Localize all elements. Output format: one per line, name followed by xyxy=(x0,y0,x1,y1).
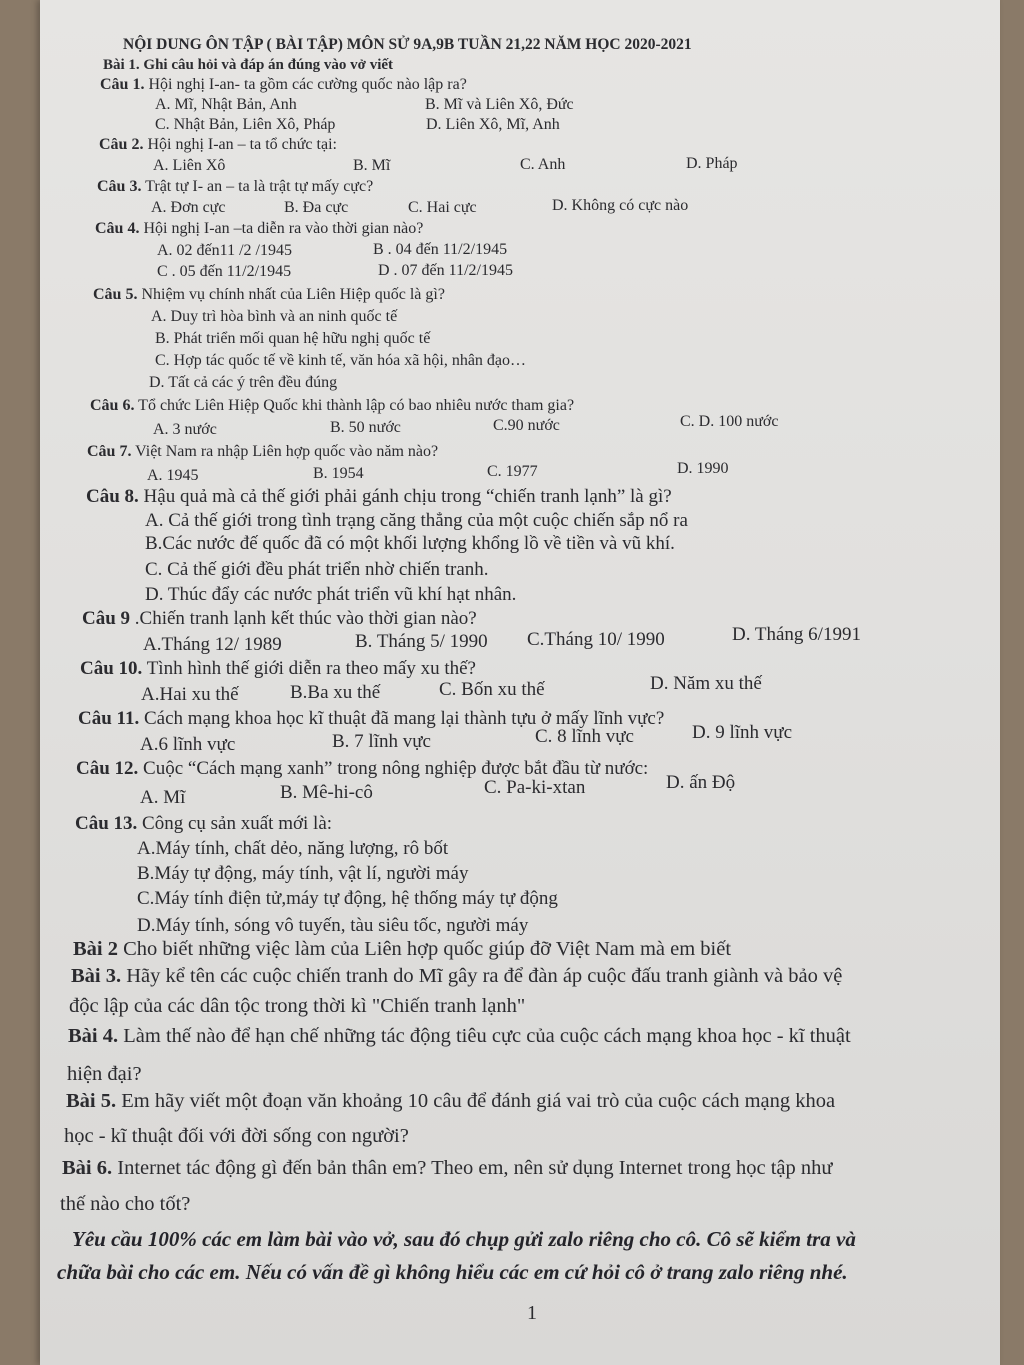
exercise-text: Cho biết những việc làm của Liên hợp quốc giúp đỡ Việt Nam mà em biết xyxy=(118,938,732,960)
question-text: Nhiệm vụ chính nhất của Liên Hiệp quốc là gì? xyxy=(137,286,445,303)
section-heading: Bài 1. Ghi câu hỏi và đáp án đúng vào vở viết xyxy=(103,57,394,73)
exercise-text: Em hãy viết một đoạn văn khoảng 10 câu để đánh giá vai trò của cuộc cách mạng khoa xyxy=(116,1090,836,1112)
option-d: D. Năm xu thế xyxy=(650,673,762,694)
exercise-3-continued: độc lập của các dân tộc trong thời kì "Chiến tranh lạnh" xyxy=(69,995,526,1017)
option-d: D. Pháp xyxy=(686,155,738,172)
option-a: A. 1945 xyxy=(147,467,199,484)
option-a: A. 3 nước xyxy=(153,421,217,438)
teacher-note-line-2: chữa bài cho các em. Nếu có vấn đề gì không hiểu các em cứ hỏi cô ở trang zalo riêng nhé. xyxy=(57,1260,848,1284)
question-text: Tình hình thế giới diễn ra theo mấy xu thế? xyxy=(142,658,476,679)
question-4 xyxy=(95,220,423,238)
question-6 xyxy=(90,397,574,415)
question-label: Câu 4. xyxy=(95,220,140,237)
option-c: C . 05 đến 11/2/1945 xyxy=(157,263,292,280)
option-b: B. Mê-hi-cô xyxy=(280,782,373,803)
exercise-label: Bài 2 xyxy=(73,938,118,960)
option-c: C.Tháng 10/ 1990 xyxy=(527,629,665,650)
option-a: A.Máy tính, chất dẻo, năng lượng, rô bốt xyxy=(137,838,449,859)
exercise-label: Bài 3. xyxy=(71,965,122,987)
option-a: A. Mĩ, Nhật Bản, Anh xyxy=(155,96,297,113)
question-label: Câu 8. xyxy=(86,486,139,507)
option-a: A.6 lĩnh vực xyxy=(140,734,236,755)
question-7 xyxy=(87,443,438,461)
question-label: Câu 12. xyxy=(76,758,139,779)
option-c: C. Bốn xu thế xyxy=(439,679,545,700)
option-d: D.Máy tính, sóng vô tuyến, tàu siêu tốc, người máy xyxy=(137,915,529,936)
option-d: D. 1990 xyxy=(677,460,729,477)
question-2 xyxy=(99,136,337,154)
option-d: D. ấn Độ xyxy=(666,772,736,793)
option-a: A. Liên Xô xyxy=(153,157,226,174)
option-d: C. D. 100 nước xyxy=(680,413,779,430)
option-b: B. Đa cực xyxy=(284,199,349,216)
exercise-label: Bài 5. xyxy=(66,1090,117,1112)
question-text: Hội nghị I-an –ta diễn ra vào thời gian nào? xyxy=(139,220,424,237)
option-a: A. Duy trì hòa bình và an ninh quốc tế xyxy=(151,308,398,325)
option-c: C. Nhật Bản, Liên Xô, Pháp xyxy=(155,116,336,133)
exercise-5 xyxy=(66,1090,835,1113)
option-c: C. Anh xyxy=(520,156,566,173)
question-1 xyxy=(100,76,467,94)
question-label: Câu 6. xyxy=(90,397,135,414)
option-a: A. Cả thế giới trong tình trạng căng thẳng của một cuộc chiến sắp nổ ra xyxy=(145,510,688,531)
exercise-4 xyxy=(68,1025,851,1048)
question-label: Câu 1. xyxy=(100,76,145,93)
option-d: D. Không có cực nào xyxy=(552,197,689,214)
option-b: B. 7 lĩnh vực xyxy=(332,731,431,752)
exercise-6-continued: thế nào cho tốt? xyxy=(60,1193,191,1215)
question-text: Tổ chức Liên Hiệp Quốc khi thành lập có bao nhiêu nước tham gia? xyxy=(134,397,575,414)
question-label: Câu 2. xyxy=(99,136,144,153)
question-text: Cách mạng khoa học kĩ thuật đã mang lại thành tựu ở mấy lĩnh vực? xyxy=(139,708,665,729)
option-a: A. 02 đến11 /2 /1945 xyxy=(157,242,292,259)
option-c: C. Hai cực xyxy=(408,199,477,216)
option-a: A.Tháng 12/ 1989 xyxy=(143,634,282,655)
exercise-label: Bài 4. xyxy=(68,1025,119,1047)
option-a: A.Hai xu thế xyxy=(141,684,239,705)
exercise-text: Internet tác động gì đến bản thân em? Theo em, nên sử dụng Internet trong học tập như xyxy=(112,1157,833,1179)
exercise-3 xyxy=(71,965,842,988)
option-b: B. Mĩ và Liên Xô, Đức xyxy=(425,96,574,113)
question-label: Câu 10. xyxy=(80,658,143,679)
question-text: .Chiến tranh lạnh kết thúc vào thời gian nào? xyxy=(130,608,477,629)
teacher-note-line-1: Yêu cầu 100% các em làm bài vào vở, sau đó chụp gửi zalo riêng cho cô. Cô sẽ kiểm tra và xyxy=(72,1227,856,1251)
exercise-4-continued: hiện đại? xyxy=(67,1063,142,1085)
question-label: Câu 5. xyxy=(93,286,138,303)
exercise-5-continued: học - kĩ thuật đối với đời sống con người? xyxy=(64,1125,409,1147)
option-c: C.90 nước xyxy=(493,417,560,434)
question-10 xyxy=(80,658,476,680)
question-label: Câu 9 xyxy=(82,608,131,629)
option-b: B. Tháng 5/ 1990 xyxy=(355,631,488,652)
option-a: A. Đơn cực xyxy=(151,199,226,216)
exercise-text: Làm thế nào để hạn chế những tác động tiêu cực của cuộc cách mạng khoa học - kĩ thuật xyxy=(118,1025,851,1047)
option-c: C. Hợp tác quốc tế về kinh tế, văn hóa xã hội, nhân đạo… xyxy=(155,352,527,369)
option-d: D. Tháng 6/1991 xyxy=(732,624,861,645)
question-9 xyxy=(82,608,477,630)
option-b: B.Ba xu thế xyxy=(290,682,381,703)
option-d: D. Thúc đẩy các nước phát triển vũ khí hạt nhân. xyxy=(145,584,517,605)
question-text: Hội nghị I-an – ta tổ chức tại: xyxy=(143,136,337,153)
question-label: Câu 3. xyxy=(97,178,142,195)
question-8 xyxy=(86,486,672,508)
option-b: B. 1954 xyxy=(313,465,364,482)
option-b: B. 50 nước xyxy=(330,419,401,436)
question-label: Câu 7. xyxy=(87,443,132,460)
question-text: Cuộc “Cách mạng xanh” trong nông nghiệp được bắt đầu từ nước: xyxy=(138,758,649,779)
option-c: C. Pa-ki-xtan xyxy=(484,777,586,798)
option-c: C. Cả thế giới đều phát triển nhờ chiến tranh. xyxy=(145,559,489,580)
option-c: C. 8 lĩnh vực xyxy=(535,726,634,747)
question-5 xyxy=(93,286,445,304)
option-d: D. Liên Xô, Mĩ, Anh xyxy=(426,116,560,133)
option-d: D . 07 đến 11/2/1945 xyxy=(378,262,513,279)
exercise-6 xyxy=(62,1157,832,1180)
option-b: B. Mĩ xyxy=(353,157,391,174)
option-c: C.Máy tính điện tử,máy tự động, hệ thống máy tự động xyxy=(137,888,558,909)
question-13 xyxy=(75,813,332,835)
option-b: B. Phát triển mối quan hệ hữu nghị quốc tế xyxy=(155,330,431,347)
option-c: C. 1977 xyxy=(487,463,538,480)
option-b: B . 04 đến 11/2/1945 xyxy=(373,241,508,258)
page-number: 1 xyxy=(527,1302,537,1324)
question-text: Hội nghị I-an- ta gồm các cường quốc nào lập ra? xyxy=(144,76,467,93)
question-text: Trật tự I- an – ta là trật tự mấy cực? xyxy=(141,178,374,195)
question-text: Việt Nam ra nhập Liên hợp quốc vào năm nào? xyxy=(131,443,439,460)
option-b: B.Các nước đế quốc đã có một khối lượng khổng lồ về tiền và vũ khí. xyxy=(145,533,675,554)
question-label: Câu 13. xyxy=(75,813,138,834)
question-text: Hậu quả mà cả thế giới phải gánh chịu trong “chiến tranh lạnh” là gì? xyxy=(138,486,672,507)
exercise-label: Bài 6. xyxy=(62,1157,113,1179)
question-label: Câu 11. xyxy=(78,708,140,729)
option-b: B.Máy tự động, máy tính, vật lí, người máy xyxy=(137,863,469,884)
document-title: NỘI DUNG ÔN TẬP ( BÀI TẬP) MÔN SỬ 9A,9B TUẦN 21,22 NĂM HỌC 2020-2021 xyxy=(123,36,692,53)
exercise-2 xyxy=(73,938,731,961)
option-a: A. Mĩ xyxy=(140,787,186,808)
option-d: D. 9 lĩnh vực xyxy=(692,722,793,743)
exercise-text: Hãy kể tên các cuộc chiến tranh do Mĩ gây ra để đàn áp cuộc đấu tranh giành và bảo vệ xyxy=(121,965,843,987)
question-3 xyxy=(97,178,373,196)
question-text: Công cụ sản xuất mới là: xyxy=(137,813,333,834)
option-d: D. Tất cả các ý trên đều đúng xyxy=(149,374,338,391)
